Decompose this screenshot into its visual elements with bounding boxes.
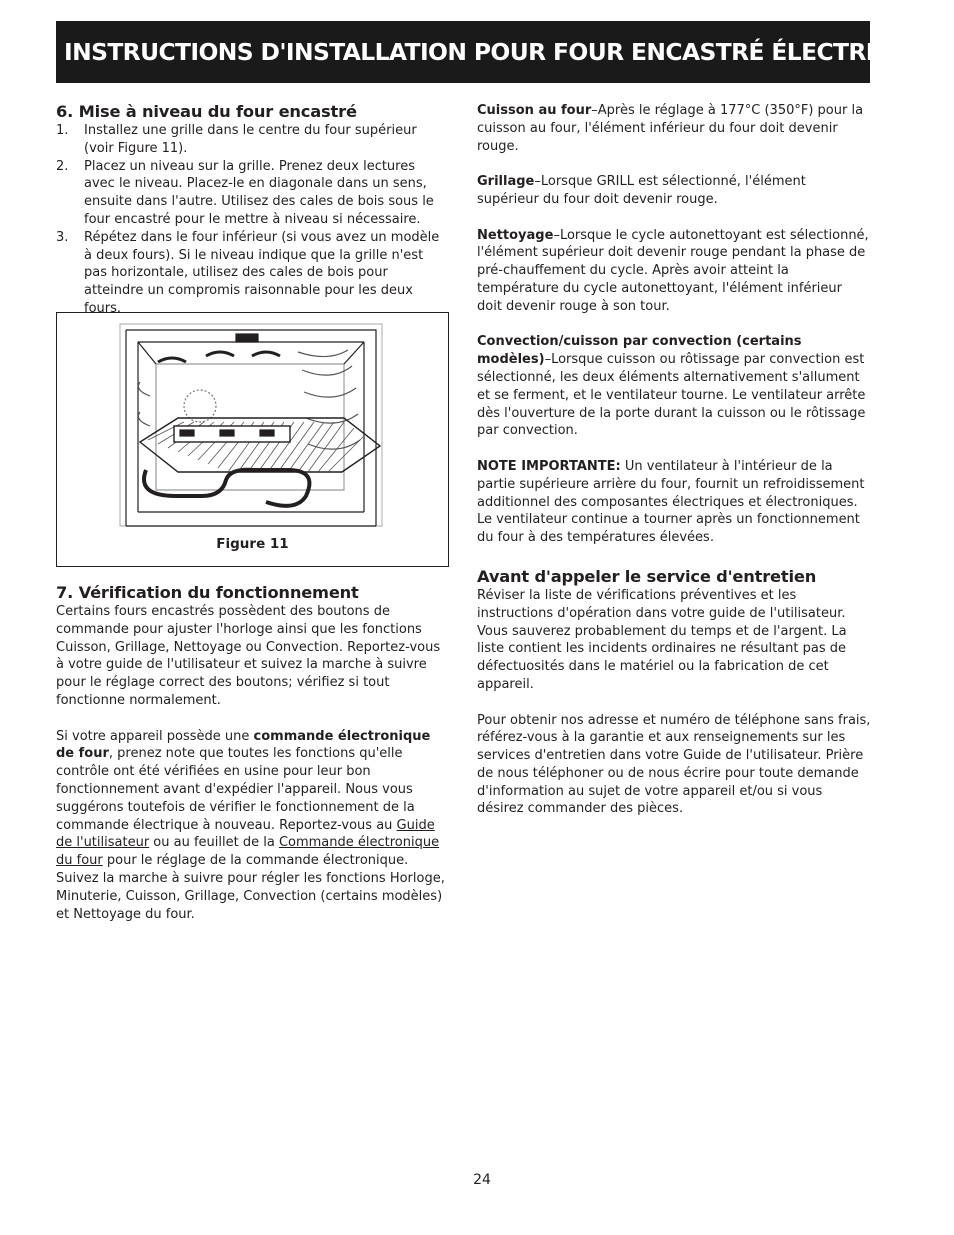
figure-11-box xyxy=(56,312,449,567)
text-run: ou au feuillet de la xyxy=(149,835,279,851)
header-banner xyxy=(56,21,927,83)
text-run: Si votre appareil possède une xyxy=(56,728,254,744)
clean-label: Nettoyage xyxy=(477,227,554,243)
step-text: Répétez dans le four inférieur (si vous avez un modèle à deux fours). Si le niveau indique que la grille n'est pas horizontale, utilisez des cales de bois pour atteindre un compromis raisonnable pour les deux fours. xyxy=(84,229,440,316)
service-paragraph-1: Réviser la liste de vérifications préventives et les instructions d'opération dans votre guide de l'utilisateur. Vous sauverez probablement du temps et de l'argent. La liste contient les incidents ordinaires ne résultant pas de défectuosités dans le matériel ou la fabrication de cet appareil. xyxy=(477,587,847,692)
leveling-steps-list xyxy=(56,122,448,318)
list-item xyxy=(56,158,448,229)
clean-text: –Lorsque le cycle autonettoyant est sélectionné, l'élément supérieur doit devenir rouge pendant la phase de pré-chauffement du cycle. Après avoir atteint la température du cycle autonettoyant, l'élément inférieur doit devenir rouge à son tour. xyxy=(477,227,869,314)
section-6 xyxy=(56,102,448,318)
section-6-heading: 6. Mise à niveau du four encastré xyxy=(56,102,357,121)
page-title: INSTRUCTIONS D'INSTALLATION POUR FOUR ENCASTRÉ ÉLECTRIQUE xyxy=(64,38,927,66)
convection-paragraph xyxy=(477,333,871,440)
list-item xyxy=(56,229,448,318)
user-guide-reference: Guide de l'utilisateur xyxy=(56,817,435,851)
page-number: 24 xyxy=(473,1172,491,1188)
section-7-heading: 7. Vérification du fonctionnement xyxy=(56,583,359,602)
step-number: 1. xyxy=(56,123,69,138)
convection-text: –Lorsque cuisson ou rôtissage par convection est sélectionné, les deux éléments alternativement s'allument et se ferment, et le ventilateur tourne. Le ventilateur arrête dès l'ouverture de la porte durant la cuisson ou le rôtissage par convection. xyxy=(477,352,866,439)
electronic-control-reference: Commande électronique du four xyxy=(56,835,440,869)
text-run: , prenez note que toutes les fonctions qu'elle contrôle ont été vérifiées en usine pour leur bon fonctionnement avant d'expédier l'appareil. Nous vous suggérons toutefois de vérifier le fonctionnement de la commande électrique à nouveau. Reportez-vous au xyxy=(56,746,415,833)
text-run: pour le réglage de la commande électronique. Suivez la marche à suivre pour régler les fonctions Horloge, Minuterie, Cuisson, Grillage, Convection (certains modèles) et Nettoyage du four. xyxy=(56,853,445,922)
important-note-text: Un ventilateur à l'intérieur de la partie supérieure arrière du four, fournit un refroidissement additionnel des composantes électriques et électroniques. Le ventilateur continue a tourner après un fonctionnement du four à des températures élevées. xyxy=(477,458,865,546)
step-text: Placez un niveau sur la grille. Prenez deux lectures avec le niveau. Placez-le en diagonale dans un sens, ensuite dans l'autre. Utilisez des cales de bois sous le four encastré pour le mettre à niveau si nécessaire. xyxy=(84,158,434,227)
section-7-paragraph-1: Certains fours encastrés possèdent des boutons de commande pour ajuster l'horloge ainsi que les fonctions Cuisson, Grillage, Nettoyage ou Convection. Reportez-vous à votre guide de l'utilisateur et suivez la marche à suivre pour le réglage correct des boutons; vérifiez si tout fonctionne normalement. xyxy=(56,604,441,708)
right-column xyxy=(477,102,871,818)
broil-paragraph xyxy=(477,173,871,209)
bake-paragraph xyxy=(477,102,871,155)
bake-text: –Après le réglage à 177°C (350°F) pour la cuisson au four, l'élément inférieur du four doit devenir rouge. xyxy=(477,103,864,154)
section-7 xyxy=(56,583,450,923)
step-text: Installez une grille dans le centre du four supérieur (voir Figure 11). xyxy=(84,123,417,156)
bold-term: commande électronique de four xyxy=(56,728,431,762)
section-7-paragraph-2 xyxy=(56,728,450,924)
convection-label: Convection/cuisson par convection (certains modèles) xyxy=(477,334,802,368)
broil-label: Grillage xyxy=(477,174,535,190)
step-number: 2. xyxy=(56,158,69,174)
service-heading: Avant d'appeler le service d'entretien xyxy=(477,566,817,586)
important-note-label: NOTE IMPORTANTE: xyxy=(477,458,621,474)
service-paragraph-2: Pour obtenir nos adresse et numéro de téléphone sans frais, référez-vous à la garantie et aux renseignements sur les services d'entretien dans votre Guide de l'utilisateur. Prière de nous téléphoner ou de nous écrire pour toute demande d'information au sujet de votre appareil et/ou si vous désirez commander des pièces. xyxy=(477,712,871,817)
important-note-paragraph xyxy=(477,458,871,547)
broil-text: –Lorsque GRILL est sélectionné, l'élément supérieur du four doit devenir rouge. xyxy=(477,174,806,207)
figure-caption: Figure 11 xyxy=(216,536,289,552)
step-number: 3. xyxy=(56,229,69,245)
oven-interior-illustration xyxy=(118,322,384,528)
bake-label: Cuisson au four xyxy=(477,103,592,118)
clean-paragraph xyxy=(477,227,871,316)
list-item xyxy=(56,122,448,158)
